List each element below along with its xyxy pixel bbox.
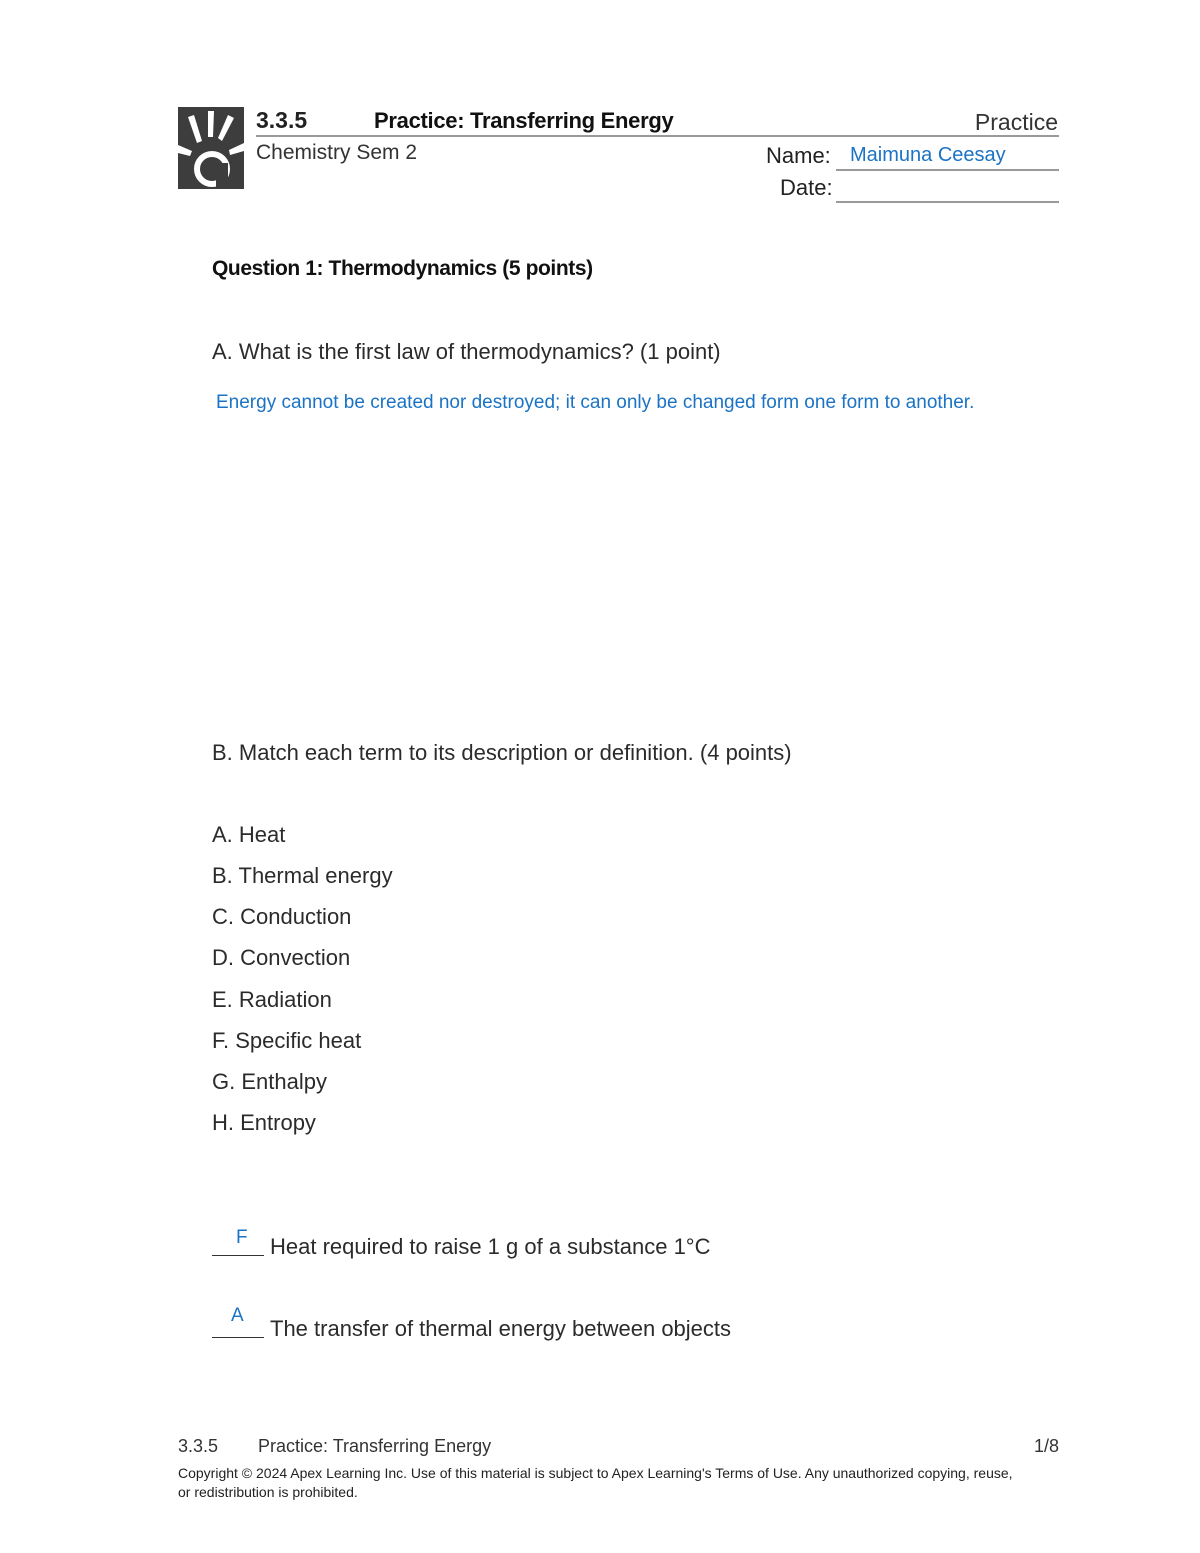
term-item: G. Enthalpy xyxy=(212,1069,327,1094)
footer-lesson-title: Practice: Transferring Energy xyxy=(258,1436,492,1456)
part-a-prompt: A. What is the first law of thermodynamics? (1 point) xyxy=(212,339,721,364)
question-heading: Question 1: Thermodynamics (5 points) xyxy=(212,257,593,280)
term-item: H. Entropy xyxy=(212,1110,316,1135)
page-number: 1/8 xyxy=(1033,1436,1059,1456)
date-label: Date: xyxy=(780,175,833,200)
part-a-answer[interactable]: Energy cannot be created nor destroyed; it can only be changed form one form to another. xyxy=(216,392,975,413)
match-description: The transfer of thermal energy between objects xyxy=(270,1316,732,1341)
name-field[interactable]: Maimuna Ceesay xyxy=(850,144,1006,166)
term-item: A. Heat xyxy=(212,822,286,847)
term-item: B. Thermal energy xyxy=(212,863,393,888)
match-answer-field[interactable]: A xyxy=(231,1305,244,1326)
term-item: C. Conduction xyxy=(212,904,352,929)
apex-logo-icon xyxy=(178,107,244,189)
footer-lesson-number: 3.3.5 xyxy=(178,1436,219,1456)
date-underline xyxy=(836,201,1059,203)
term-item: F. Specific heat xyxy=(212,1028,362,1053)
term-item: E. Radiation xyxy=(212,987,332,1012)
match-blank-line xyxy=(212,1255,264,1256)
date-field[interactable] xyxy=(850,176,1050,200)
name-underline xyxy=(836,169,1059,171)
copyright-notice: Copyright © 2024 Apex Learning Inc. Use of this material is subject to Apex Learning's Terms of Use. Any unauthorized copying, reuse, or redistribution is prohibited. xyxy=(178,1465,1013,1500)
header-divider xyxy=(256,135,1059,137)
name-label: Name: xyxy=(766,143,831,168)
course-name: Chemistry Sem 2 xyxy=(256,141,418,164)
term-item: D. Convection xyxy=(212,945,351,970)
lesson-number: 3.3.5 xyxy=(256,107,308,133)
match-description: Heat required to raise 1 g of a substance 1°C xyxy=(270,1234,711,1259)
part-b-prompt: B. Match each term to its description or definition. (4 points) xyxy=(212,740,792,765)
activity-type: Practice xyxy=(974,109,1058,135)
lesson-title: Practice: Transferring Energy xyxy=(374,108,674,133)
match-blank-line xyxy=(212,1337,264,1338)
match-answer-field[interactable]: F xyxy=(236,1227,248,1248)
